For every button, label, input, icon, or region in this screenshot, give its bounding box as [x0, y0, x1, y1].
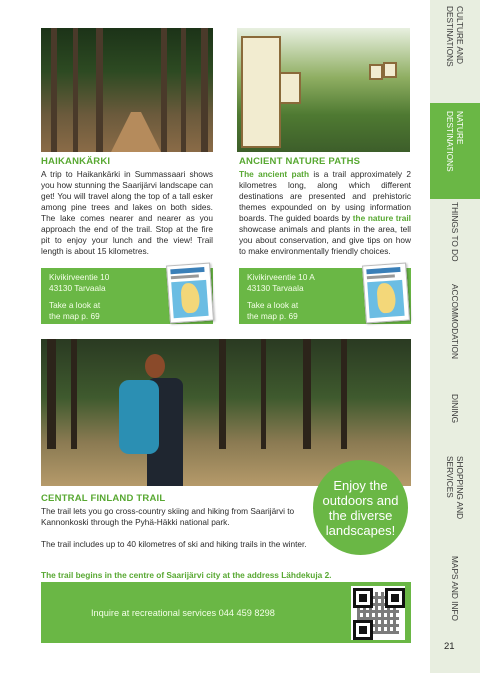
inquiry-bar [41, 582, 411, 643]
address-street: Kivikirveentie 10 [49, 272, 110, 282]
address-street: Kivikirveentie 10 A [247, 272, 315, 282]
enjoy-outdoors-badge: Enjoy the outdoors and the diverse landscapes! [313, 460, 408, 555]
chapter-sidebar [430, 0, 480, 673]
haikankarki-forest-photo [41, 28, 213, 152]
tab-things-to-do[interactable]: THINGS TO DO [450, 202, 460, 262]
map-thumbnail [362, 263, 410, 324]
tab-maps-info[interactable]: MAPS AND INFO [450, 556, 460, 622]
map-thumbnail [166, 263, 214, 324]
map-reference-page: the map p. 69 [49, 311, 100, 321]
address-postal: 43130 Tarvaala [49, 283, 106, 293]
haikankarki-title: HAIKANKÄRKI [41, 156, 111, 167]
ancient-paths-body: The ancient path is a trail approximately 2 kilometres long, along which different destinations are presented and prehistoric themes expounded on by using information boards. The guided boards by the nature trail showcase animals and plants in the area, tell you about conservation, and give tips on how to make environmentally friendly choices. [239, 169, 412, 256]
central-finland-trail-para1: The trail lets you go cross-country skiing and hiking from Saarijärvi to Kannonkoski through the Pyhä-Häkki national park. [41, 506, 295, 527]
inquiry-phone-text: Inquire at recreational services 044 459 8298 [91, 608, 275, 618]
nature-path-boards-photo [237, 28, 410, 152]
tab-culture-destinations[interactable]: CULTURE AND DESTINATIONS [445, 6, 465, 67]
central-finland-trail-title: CENTRAL FINLAND TRAIL [41, 493, 166, 504]
map-reference: Take a look at [49, 300, 101, 310]
trail-start-note: The trail begins in the centre of Saarijärvi city at the address Lähdekuja 2. [41, 570, 332, 580]
page-number: 21 [444, 641, 455, 652]
map-reference: Take a look at [247, 300, 299, 310]
haikankarki-body: A trip to Haikankärki in Summassaari shows you how stunning the Saarijärvi landscape can get! You will travel along the top of a tall esker among pine trees and lakes on both sides. The lake comes nearer and nearer as you approach the end of the trail. Stop at the fire pit to enjoy your lunch and the view! Trail length is about 15 kilometres. [41, 169, 213, 256]
central-finland-trail-para2: The trail includes up to 40 kilometres of ski and hiking trails in the winter. [41, 539, 307, 549]
ancient-paths-title: ANCIENT NATURE PATHS [239, 156, 361, 167]
tab-shopping-services[interactable]: SHOPPING AND SERVICES [445, 456, 465, 520]
tab-dining[interactable]: DINING [450, 394, 460, 424]
tab-accommodation[interactable]: ACCOMMODATION [450, 284, 460, 359]
map-reference-page: the map p. 69 [247, 311, 298, 321]
tab-nature-destinations[interactable]: NATURE DESTINATIONS [430, 103, 480, 199]
address-postal: 43130 Tarvaala [247, 283, 304, 293]
qr-code [351, 586, 405, 640]
